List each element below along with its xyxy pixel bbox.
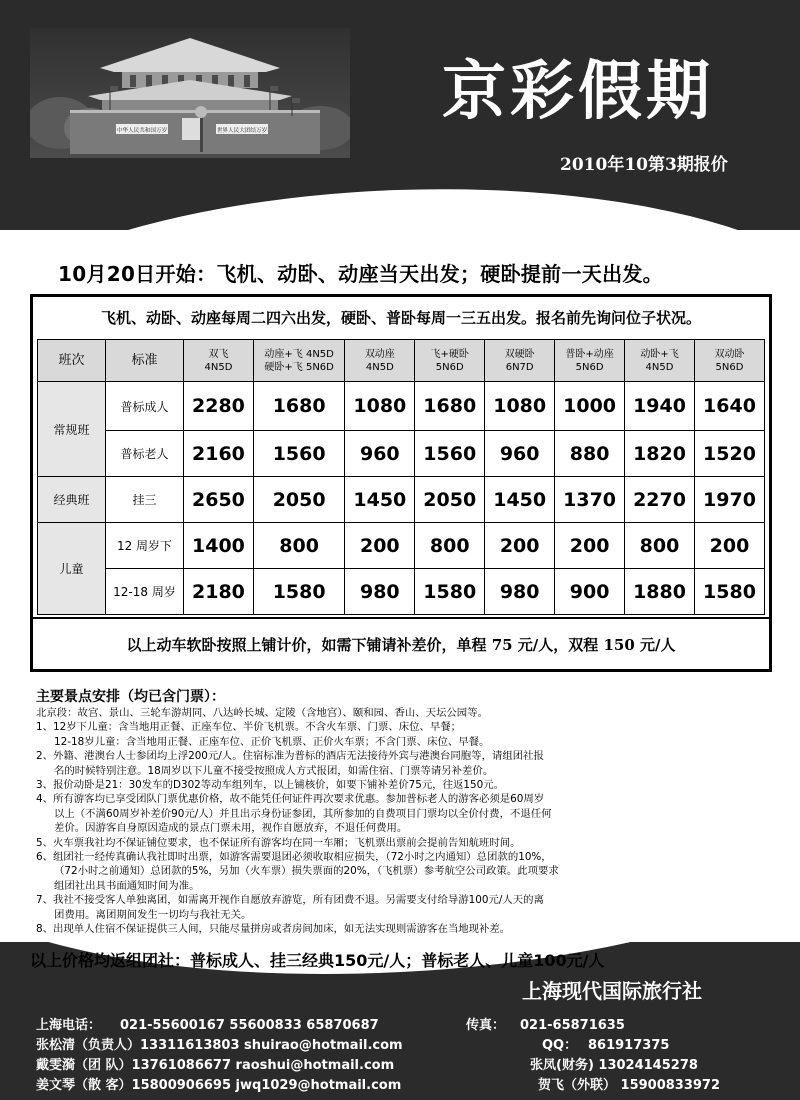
terms-line: 名的时候特别注意。18周岁以下儿童不接受按照成人方式报团，如需住宿、门票等请另补差价。 <box>54 764 494 777</box>
price-cell: 1560 <box>253 431 344 477</box>
col-header: 标准 <box>106 340 184 382</box>
brand-title: 京彩假期 <box>442 55 714 129</box>
contact-row <box>36 1016 796 1036</box>
price-cell: 2650 <box>184 477 254 523</box>
contact-manager: 张松清（负责人）13311613803 shuirao@hotmail.com <box>36 1038 403 1053</box>
header-banner <box>0 0 800 230</box>
table-header-row <box>38 340 765 382</box>
price-cell: 1560 <box>415 431 485 477</box>
price-cell: 1680 <box>253 382 344 431</box>
price-cell: 1880 <box>625 569 695 615</box>
group-label: 经典班 <box>38 477 106 523</box>
terms-line: 7、我社不接受客人单独离团，如需离开视作自愿放弃游览，所有团费不退。另需要支付给导游100元/人天的离 <box>36 894 544 907</box>
terms-line: 2、外籍、港澳台人士参团均上浮200元/人。住宿标准为普标的酒店无法接待外宾与港澳台同胞等，请组团社报 <box>36 750 544 763</box>
price-cell: 800 <box>415 523 485 569</box>
price-cell: 1080 <box>485 382 555 431</box>
price-cell: 1000 <box>555 382 625 431</box>
price-cell: 2180 <box>184 569 254 615</box>
terms-line: 北京段：故宫、景山、三轮车游胡同、八达岭长城、定陵（含地宫）、颐和园、香山、天坛公园等。 <box>36 707 488 719</box>
terms-line: 组团社出具书面通知时间为准。 <box>54 879 200 892</box>
price-cell: 800 <box>625 523 695 569</box>
fax-label: 传真： <box>466 1018 506 1033</box>
price-table <box>37 339 765 615</box>
price-cell: 1450 <box>485 477 555 523</box>
table-row <box>38 431 765 477</box>
price-cell: 1580 <box>415 569 485 615</box>
contact-group: 戴雯漪（团 队）13761086677 raoshui@hotmail.com <box>36 1058 395 1073</box>
terms-line: 5、火车票我社均不保证铺位要求，也不保证所有游客均在同一车厢；飞机票出票前会提前告知航班时间。 <box>36 836 521 849</box>
price-cell: 2270 <box>625 477 695 523</box>
table-row <box>38 523 765 569</box>
price-cell: 1640 <box>694 382 764 431</box>
tiananmen-gate-image <box>30 28 350 158</box>
terms-line: 以上（不满60周岁补差价90元/人）并且出示身份证参团，其所参加的自费项目门票均以全价付费，不退任何 <box>54 807 552 820</box>
price-cell: 2160 <box>184 431 254 477</box>
shanghai-tel-label: 上海电话： <box>36 1018 102 1033</box>
agency-name: 上海现代国际旅行社 <box>522 979 702 1003</box>
standard-label: 12-18 周岁 <box>106 569 184 615</box>
price-cell: 1970 <box>694 477 764 523</box>
departure-headline: 10月20日开始：飞机、动卧、动座当天出发；硬卧提前一天出发。 <box>58 262 663 286</box>
terms-line: 12-18岁儿童：含当地用正餐、正座车位、正价飞机票、正价火车票；不含门票、床位、早餐。 <box>54 735 490 748</box>
price-cell: 1680 <box>415 382 485 431</box>
terms-line: 6、组团社一经传真确认我社即时出票，如游客需要退团必须收取相应损失，（72小时之内通知）总团款的10%， <box>36 851 552 864</box>
contact-finance: 张凤(财务) 13024145278 <box>530 1058 698 1073</box>
contact-row <box>36 1056 796 1076</box>
group-label: 儿童 <box>38 523 106 615</box>
price-cell: 200 <box>694 523 764 569</box>
terms-line: （72小时之前通知）总团款的5%，另加（火车票）损失票面的20%，（飞机票）参考航空公司政策。此项要求 <box>54 865 559 878</box>
price-cell: 1820 <box>625 431 695 477</box>
price-cell: 200 <box>555 523 625 569</box>
header-curve-shape <box>0 174 800 230</box>
issue-subtitle: 2010年10第3期报价 <box>560 155 728 175</box>
terms-line: 差价。因游客自身原因造成的景点门票未用，视作自愿放弃，不退任何费用。 <box>54 822 408 835</box>
col-header: 双硬卧 6N7D <box>485 340 555 382</box>
terms-line: 团费用。离团期间发生一切均与我社无关。 <box>54 908 252 921</box>
price-cell: 2050 <box>253 477 344 523</box>
price-cell: 1580 <box>694 569 764 615</box>
contact-row <box>36 1076 796 1096</box>
price-cell: 960 <box>345 431 415 477</box>
price-cell: 2280 <box>184 382 254 431</box>
price-cell: 960 <box>485 431 555 477</box>
price-cell: 1370 <box>555 477 625 523</box>
table-row <box>38 382 765 431</box>
attractions-heading: 主要景点安排（均已含门票）： <box>36 689 225 705</box>
price-cell: 200 <box>485 523 555 569</box>
terms-line: 4、所有游客均已享受团队门票优惠价格，故不能凭任何证件再次要求优惠。参加普标老人的游客必须是60周岁 <box>36 793 545 806</box>
qq-number: 861917375 <box>588 1038 670 1053</box>
col-header: 双动座 4N5D <box>345 340 415 382</box>
fax-number: 021-65871635 <box>520 1018 625 1033</box>
price-cell: 1940 <box>625 382 695 431</box>
terms-line: 1、12岁下儿童：含当地用正餐、正座车位、半价飞机票。不含火车票、门票、床位、早餐； <box>36 721 462 734</box>
qq-label: QQ： <box>542 1038 578 1053</box>
gate-sign-right: 世界人民大团结万岁 <box>216 128 268 134</box>
price-cell: 1400 <box>184 523 254 569</box>
col-header: 动座+飞 4N5D 硬卧+飞 5N6D <box>253 340 344 382</box>
col-header: 普卧+动座 5N6D <box>555 340 625 382</box>
col-header: 班次 <box>38 340 106 382</box>
schedule-note: 飞机、动卧、动座每周二四六出发，硬卧、普卧每周一三五出发。报名前先询问位子状况。 <box>100 309 701 327</box>
col-header: 双动卧 5N6D <box>694 340 764 382</box>
price-cell: 200 <box>345 523 415 569</box>
contact-block <box>36 1016 796 1096</box>
table-row <box>38 569 765 615</box>
contact-row <box>36 1036 796 1056</box>
price-table-frame <box>30 294 772 672</box>
price-cell: 1580 <box>253 569 344 615</box>
col-header: 飞+硬卧 5N6D <box>415 340 485 382</box>
terms-line: 3、报价动卧是21：30发车的D302等动车组列车，以上铺核价，如要下铺补差价75元，往返150元。 <box>36 779 505 792</box>
price-cell: 980 <box>345 569 415 615</box>
col-header: 双飞 4N5D <box>184 340 254 382</box>
price-cell: 800 <box>253 523 344 569</box>
terms-line: 8、出现单人住宿不保证提供三人间，只能尽量拼房或者房间加床，如无法实现则需游客在当地现补差。 <box>36 923 511 936</box>
contact-foreign: 贺飞（外联） 15900833972 <box>538 1078 721 1093</box>
standard-label: 普标成人 <box>106 382 184 431</box>
table-row <box>38 477 765 523</box>
price-cell: 1520 <box>694 431 764 477</box>
standard-label: 12 周岁下 <box>106 523 184 569</box>
standard-label: 挂三 <box>106 477 184 523</box>
sleeper-surcharge-note: 以上动车软卧按照上铺计价，如需下铺请补差价，单程 75 元/人，双程 150 元/人 <box>33 617 769 669</box>
price-cell: 1080 <box>345 382 415 431</box>
price-cell: 880 <box>555 431 625 477</box>
gate-sign-left: 中华人民共和国万岁 <box>116 128 168 134</box>
group-label: 常规班 <box>38 382 106 477</box>
price-cell: 900 <box>555 569 625 615</box>
contact-individual: 姜文琴（散 客）15800906695 jwq1029@hotmail.com <box>36 1078 402 1093</box>
price-cell: 1450 <box>345 477 415 523</box>
standard-label: 普标老人 <box>106 431 184 477</box>
shanghai-tel: 021-55600167 55600833 65870687 <box>120 1018 379 1033</box>
price-cell: 980 <box>485 569 555 615</box>
col-header: 动卧+飞 4N5D <box>625 340 695 382</box>
commission-note: 以上价格均返组团社：普标成人、挂三经典150元/人；普标老人、儿童100元/人 <box>30 951 605 970</box>
price-cell: 2050 <box>415 477 485 523</box>
terms-list <box>36 706 766 937</box>
